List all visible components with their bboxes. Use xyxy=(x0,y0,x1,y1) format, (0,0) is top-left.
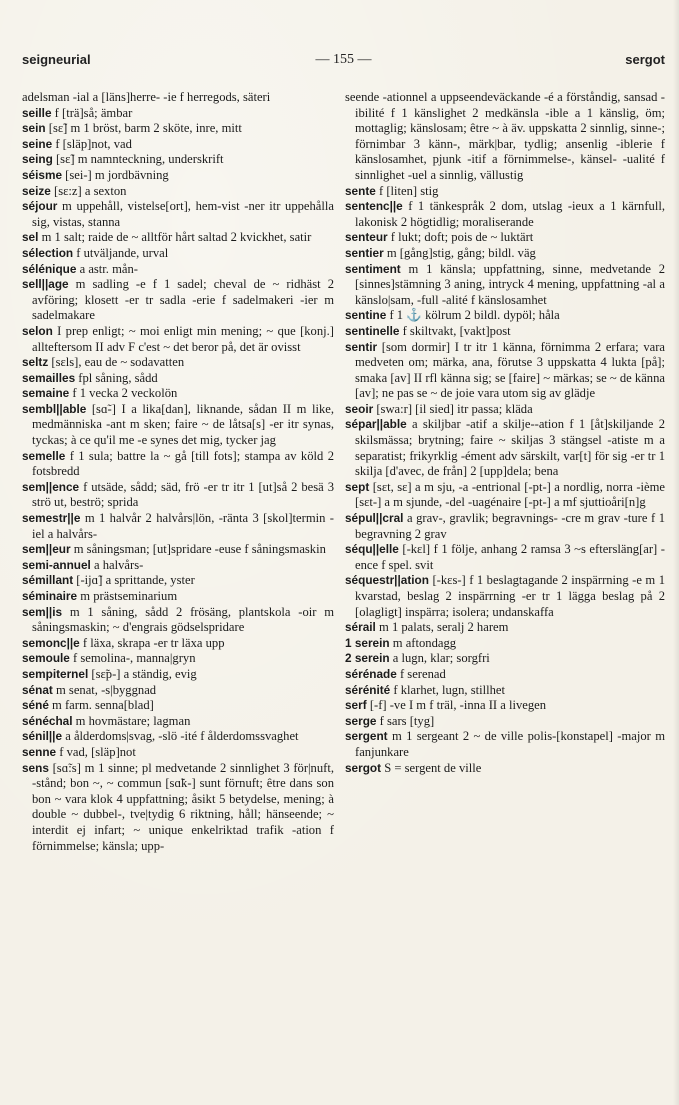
entry-definition: f serenad xyxy=(399,666,446,681)
dictionary-entry xyxy=(22,246,334,262)
entry-headword: sembl||able xyxy=(22,401,87,416)
entry-definition: a lugn, klar; sorgfri xyxy=(392,651,490,666)
entry-definition: [sɛ̃p-] a ständig, evig xyxy=(91,666,197,681)
dictionary-entry xyxy=(22,573,334,589)
entry-headword: sénat xyxy=(22,682,53,697)
entry-headword: semoule xyxy=(22,651,70,666)
dictionary-entry xyxy=(345,230,665,246)
dictionary-entry xyxy=(22,714,334,730)
dictionary-entry xyxy=(22,262,334,278)
entry-definition: [sɛ:z] a sexton xyxy=(54,183,127,198)
entry-headword: seine xyxy=(22,136,53,151)
dictionary-entry xyxy=(345,184,665,200)
dictionary-entry xyxy=(22,106,334,122)
entry-definition: [sei-] m jordbävning xyxy=(65,167,169,182)
entry-definition: [-kɛl] f 1 följe, anhang 2 ramsa 3 ~s eftersläng[ar] -ence f spel. svit xyxy=(355,542,665,572)
dictionary-entry xyxy=(345,417,665,479)
entry-headword: sente xyxy=(345,183,376,198)
entry-headword: senteur xyxy=(345,230,388,245)
entry-headword: séquestr||ation xyxy=(345,573,429,588)
dictionary-entry xyxy=(22,137,334,153)
dictionary-entry xyxy=(22,402,334,449)
dictionary-entry xyxy=(22,199,334,230)
entry-definition: seende -ationnel a uppseendeväckande -é a förståndig, sansad -ibilité f 1 känslighet 2 medkänsla -ible a 1 känslig, öm; mottaglig; känslosam; être ~ à äv. uppskatta 2 sinnlig, sinne-; förnimbar 3 känn-, märk|bar, tydlig; ansenlig -iblerie f känslosamhet, pjunk -itif a förnimmelse-, känsel- -ualité f sinnlighet -uel a sinnlig, vällustig xyxy=(345,90,665,182)
entry-definition: [sɛ̃] m namnteckning, underskrift xyxy=(55,152,224,167)
entry-headword: sentiment xyxy=(345,261,401,276)
dictionary-entry xyxy=(345,402,665,418)
dictionary-entry xyxy=(345,636,665,652)
entry-definition: a grav-, gravlik; begravnings- -cre m grav -ture f 1 begravning 2 grav xyxy=(355,511,665,541)
entry-definition: m uppehåll, vistelse[ort], hem-vist -ner itr uppehålla sig, vistas, stanna xyxy=(32,199,334,229)
dictionary-entry xyxy=(22,449,334,480)
entry-definition: m 1 sergeant 2 ~ de ville polis-[konstapel] -major m fanjunkare xyxy=(355,729,665,759)
entry-headword: sergot xyxy=(345,760,382,775)
entry-headword: sem||is xyxy=(22,604,63,619)
entry-definition: m sadling -e f 1 sadel; cheval de ~ ridhäst 2 avföring; klosett -er tr sadla -erie f sadelmakeri -ier m sadelmakare xyxy=(32,277,334,323)
entry-definition: m senat, -s|byggnad xyxy=(55,682,157,697)
header-first-word: seigneurial xyxy=(22,52,91,67)
dictionary-entry xyxy=(345,324,665,340)
dictionary-entry xyxy=(22,355,334,371)
entry-headword: 2 serein xyxy=(345,651,390,666)
entry-definition: f klarhet, lugn, stillhet xyxy=(393,682,505,697)
entry-headword: sénéchal xyxy=(22,713,73,728)
dictionary-entry xyxy=(22,480,334,511)
dictionary-entry xyxy=(22,230,334,246)
header-last-word: sergot xyxy=(625,52,665,67)
entry-headword: selon xyxy=(22,323,53,338)
dictionary-entry xyxy=(22,184,334,200)
entry-headword: séminaire xyxy=(22,589,78,603)
entry-headword: sérénité xyxy=(345,682,391,697)
entry-definition: f utsäde, sådd; säd, frö -er tr itr 1 [ut]så 2 besä 3 strö ut, beströ; sprida xyxy=(32,479,334,510)
entry-definition: fpl såning, sådd xyxy=(78,370,158,385)
entry-definition: f utväljande, urval xyxy=(76,245,169,260)
entry-definition: a skiljbar -atif a skilje--ation f 1 [åt]skiljande 2 skilsmässa; brytning; faire ~ skiljas 3 stängsel -atiste m a separatist; frikyrklig -ément adv särskilt, var[t] för sig -er tr 1 skilja [d'avec, de från] 2 [upp]dela; bena xyxy=(355,417,665,479)
entry-headword: sentinelle xyxy=(345,323,400,338)
entry-definition: f 1 tänkespråk 2 dom, utslag -ieux a 1 kärnfull, lakonisk 2 högtidlig; moraliserande xyxy=(355,199,665,229)
dictionary-entry xyxy=(345,480,665,511)
entry-definition: m prästseminarium xyxy=(80,589,178,603)
entry-definition: a halvårs- xyxy=(94,557,144,572)
entry-definition: m 1 halvår 2 halvårs|lön, -ränta 3 [skol]termin -iel a halvårs- xyxy=(32,511,334,541)
left-column xyxy=(22,90,334,854)
dictionary-entry xyxy=(22,698,334,714)
entry-definition: f skiltvakt, [vakt]post xyxy=(402,323,511,338)
entry-headword: sell||age xyxy=(22,277,69,292)
entry-headword: sem||ence xyxy=(22,479,80,494)
entry-definition: m 1 såning, sådd 2 frösäng, plantskola -oir m såningsmaskin; ~ d'engrais gödselspridare xyxy=(32,604,334,635)
dictionary-entry xyxy=(345,199,665,230)
entry-headword: 1 serein xyxy=(345,635,390,650)
entry-headword: senne xyxy=(22,744,57,759)
entry-definition: f sars [tyg] xyxy=(379,713,435,728)
running-head xyxy=(22,52,665,74)
entry-headword: sergent xyxy=(345,729,388,744)
dictionary-entry xyxy=(22,651,334,667)
entry-definition: [-f] -ve I m f träl, -inna II a livegen xyxy=(369,698,547,713)
entry-headword: sempiternel xyxy=(22,666,89,681)
entry-headword: sentine xyxy=(345,308,387,323)
entry-definition: [sɑ̃-] I a lika[dan], liknande, sådan II m like, medmänniska -ant m sken; faire ~ de låtsa[s] -er itr synas, tyckas; à ce qu'il me -e synes det mig, tycker jag xyxy=(32,401,334,448)
dictionary-entry xyxy=(22,761,334,855)
entry-definition: m [gång]stig, gång; bildl. väg xyxy=(386,245,536,260)
entry-definition: f läxa, skrapa -er tr läxa upp xyxy=(82,635,225,650)
dictionary-entry xyxy=(22,729,334,745)
entry-headword: seoir xyxy=(345,401,374,416)
entry-headword: serf xyxy=(345,698,367,713)
entry-headword: séné xyxy=(22,698,49,713)
entry-headword: sein xyxy=(22,121,46,136)
entry-definition: m hovmästare; lagman xyxy=(75,713,191,728)
dictionary-entry xyxy=(22,90,334,106)
entry-headword: sélection xyxy=(22,245,74,260)
dictionary-entry xyxy=(345,620,665,636)
entry-headword: sem||eur xyxy=(22,542,71,557)
entry-definition: a astr. mån- xyxy=(79,261,138,276)
entry-definition: m aftondagg xyxy=(392,635,457,650)
entry-definition: adelsman -ial a [läns]herre- -ie f herregods, säteri xyxy=(22,90,271,104)
entry-headword: sénil||e xyxy=(22,729,63,744)
dictionary-entry xyxy=(345,308,665,324)
dictionary-entry xyxy=(22,589,334,605)
dictionary-entry xyxy=(345,683,665,699)
entry-definition: f [liten] stig xyxy=(378,183,439,198)
entry-definition: m 1 salt; raide de ~ alltför hårt saltad 2 kvickhet, satir xyxy=(41,230,312,245)
entry-definition: f 1 vecka 2 veckolön xyxy=(72,386,178,401)
entry-headword: sélénique xyxy=(22,261,77,276)
dictionary-entry xyxy=(22,121,334,137)
entry-headword: serge xyxy=(345,713,377,728)
dictionary-entry xyxy=(345,542,665,573)
entry-definition: f semolina-, manna|gryn xyxy=(73,651,196,666)
dictionary-entry xyxy=(345,729,665,760)
dictionary-entry xyxy=(22,745,334,761)
entry-definition: [sɛt, sɛ] a m sju, -a -entrional [-pt-] a nordlig, norra -ième [sɛt-] a m sjunde, -del -uagénaire [-pt-] a mf sjuttioåri[n]g xyxy=(355,479,665,510)
entry-definition: a ålderdoms|svag, -slö -ité f ålderdomssvaghet xyxy=(65,729,299,744)
entry-definition: f [trä]så; ämbar xyxy=(54,105,133,120)
entry-headword: sépar||able xyxy=(345,417,407,432)
scan-edge-shadow xyxy=(673,0,679,1105)
entry-headword: seille xyxy=(22,105,52,120)
dictionary-entry xyxy=(22,558,334,574)
dictionary-entry xyxy=(345,651,665,667)
entry-headword: sens xyxy=(22,760,49,775)
entry-definition: [som dormir] I tr itr 1 känna, förnimma 2 erfara; vara medveten om; märka, ana, förutse 3 uppskatta 4 lukta [på]; smaka [av] II rfl känna sig; se [faire] ~ märkas; se ~ de känna [av]; ne pas se ~ de joie vara utom sig av glädje xyxy=(355,339,665,401)
dictionary-entry xyxy=(22,371,334,387)
dictionary-entry xyxy=(345,761,665,777)
entry-definition: [-ijɑ̃] a sprittande, yster xyxy=(76,573,195,588)
entry-definition: m 1 palats, seralj 2 harem xyxy=(379,620,509,635)
dictionary-entry xyxy=(22,168,334,184)
right-column xyxy=(345,90,665,854)
entry-definition: m 1 känsla; uppfattning, sinne, medvetande 2 [sinnes]stämning 3 aning, intryck 4 mening, uppfattning -al a känslo|sam, -full -alité f känslosamhet xyxy=(355,261,665,307)
dictionary-entry xyxy=(22,683,334,699)
entry-definition: I prep enligt; ~ moi enligt min mening; ~ que [konj.] allteftersom II adv F c'est ~ det beror på, det är ovisst xyxy=(32,323,334,354)
dictionary-entry xyxy=(345,511,665,542)
entry-headword: séisme xyxy=(22,167,63,182)
entry-definition: [sɛls], eau de ~ sodavatten xyxy=(51,355,185,370)
entry-definition: S = sergent de ville xyxy=(384,760,482,775)
entry-headword: semi-annuel xyxy=(22,557,91,572)
entry-definition: f lukt; doft; pois de ~ luktärt xyxy=(390,230,534,245)
entry-headword: semestr||e xyxy=(22,511,81,526)
entry-definition: f [släp]not, vad xyxy=(55,136,132,151)
entry-headword: séjour xyxy=(22,199,58,214)
entry-headword: sentir xyxy=(345,339,378,354)
dictionary-entry xyxy=(345,262,665,309)
entry-headword: sept xyxy=(345,479,370,494)
dictionary-entry xyxy=(22,277,334,324)
entry-headword: sentenc||e xyxy=(345,199,403,214)
dictionary-entry xyxy=(345,340,665,402)
entry-headword: sépul||cral xyxy=(345,511,404,526)
dictionary-entry xyxy=(22,542,334,558)
dictionary-entry xyxy=(345,714,665,730)
entry-headword: seing xyxy=(22,152,53,167)
entry-headword: sérénade xyxy=(345,666,397,681)
entry-definition: f 1 sula; battre la ~ gå [till fots]; stampa av köld 2 fotsbredd xyxy=(32,448,334,479)
entry-definition: m såningsman; [ut]spridare -euse f såningsmaskin xyxy=(73,542,326,557)
dictionary-entry xyxy=(345,246,665,262)
entry-headword: semaine xyxy=(22,386,70,401)
dictionary-entry xyxy=(22,605,334,636)
entry-headword: seltz xyxy=(22,355,49,370)
entry-headword: sel xyxy=(22,230,39,245)
entry-definition: [-kɛs-] f 1 beslagtagande 2 inspärrning -e m 1 kvarstad, beslag 2 inspärrning -er tr 1 lägga beslag på 2 [olagligt] inspärra; isolera; undanskaffa xyxy=(355,573,665,619)
dictionary-entry xyxy=(345,667,665,683)
entry-headword: seize xyxy=(22,183,51,198)
dictionary-entry xyxy=(22,511,334,542)
entry-headword: sémillant xyxy=(22,573,74,588)
dictionary-entry xyxy=(22,386,334,402)
dictionary-entry xyxy=(22,152,334,168)
entry-headword: semonc||e xyxy=(22,635,80,650)
entry-headword: semelle xyxy=(22,448,66,463)
dictionary-entry xyxy=(345,573,665,620)
dictionary-entry xyxy=(345,698,665,714)
entry-headword: semailles xyxy=(22,370,76,385)
entry-definition: [swa:r] [il sied] itr passa; kläda xyxy=(376,401,533,416)
entry-headword: sérail xyxy=(345,620,376,635)
entry-columns xyxy=(22,90,665,854)
entry-definition: [sɛ̃] m 1 bröst, barm 2 sköte, inre, mitt xyxy=(48,121,242,136)
dictionary-entry xyxy=(345,90,665,184)
dictionary-entry xyxy=(22,324,334,355)
entry-headword: séqu||elle xyxy=(345,542,399,557)
entry-headword: sentier xyxy=(345,245,384,260)
entry-definition: f vad, [släp]not xyxy=(59,744,136,759)
dictionary-entry xyxy=(22,667,334,683)
entry-definition: f 1 ⚓ kölrum 2 bildl. dypöl; håla xyxy=(389,308,560,323)
dictionary-entry xyxy=(22,636,334,652)
page-number: — 155 — xyxy=(315,52,372,67)
entry-definition: m farm. senna[blad] xyxy=(52,698,154,713)
entry-definition: [sɑ̃:s] m 1 sinne; pl medvetande 2 sinnlighet 3 för|nuft, -stånd; bon ~, ~ commun [sɑ̃k-] sunt förnuft; être dans son bon ~ vara klok 4 uppfattning; åsikt 5 betydelse, mening; à double ~ dubbel-, tve|tydig 6 riktning, håll; hänseende; ~ interdit ej infart; ~ unique enkelriktad trafik -ation f förnimmelse; känsla; upp- xyxy=(32,760,334,853)
